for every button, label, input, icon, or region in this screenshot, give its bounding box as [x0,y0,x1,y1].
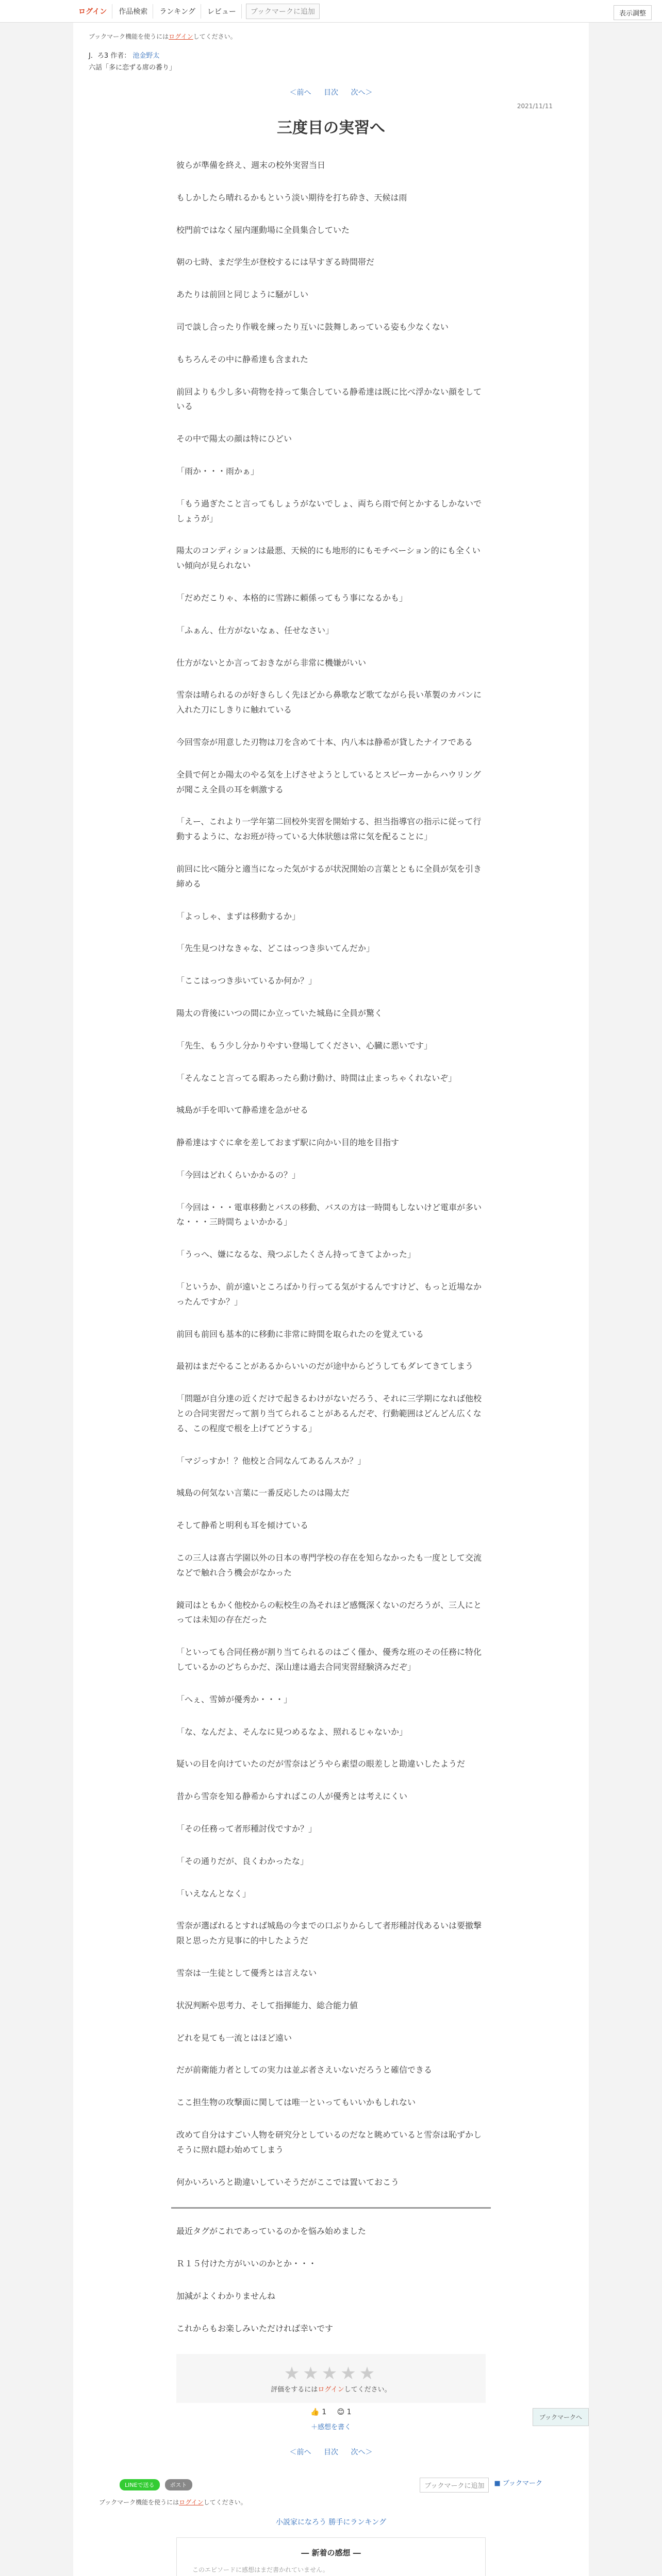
body-paragraph: 雪奈が選ばれるとすれば城島の今までの口ぶりからして者形種討伐あるいは要撤撃限と思った方見事に的中したようだ [176,1921,482,1946]
afterword [176,2224,486,2336]
next-link[interactable]: 次へ＞ [351,89,373,97]
body-paragraph: 「ここはっつき歩いているか何か？」 [176,976,317,986]
body-paragraph: 状況判断や思考力、そして指揮能力、総合能力値 [176,2000,358,2010]
episode-nav-top [89,87,573,97]
body-paragraph: 仕方がないとか言っておきながら非常に機嫌がいい [176,657,367,668]
reactions [89,2408,573,2416]
body-paragraph: 改めて自分はすごい人物を研究分としているのだなと眺めていると雪奈は恥ずかしそうに照れ隠わ始めてしまう [176,2129,482,2155]
body-paragraph: 「ふぁん、仕方がないなぁ、任せなさい」 [176,625,334,635]
body-paragraph: この三人は喜古学園以外の日本の専門学校の存在を知らなかったも一度として交流などで触れ合う機会がなかった [176,1553,482,1578]
body-paragraph: その中で陽太の顔は特にひどい [176,434,292,444]
body-paragraph: 「先生見つけなきゃな、どこはっつき歩いてんだか」 [176,943,375,954]
body-paragraph: 「もう過ぎたこと言ってもしょうがないでしょ、両ちら雨で何とかするしかないでしょうが」 [176,498,482,523]
body-paragraph: 疑いの目を向けていたのだが雪奈はどうやら素望の眼差しと勘違いしたようだ [176,1759,466,1769]
afterword-paragraph: これからもお楽しみいただければ幸いです [176,2323,334,2333]
like-reaction[interactable]: 👍 1 [310,2408,327,2416]
rating-login-link[interactable]: ログイン [318,2385,344,2394]
impressions-empty: このエピソードに感想はまだ書かれていません。 [192,2566,329,2573]
body-paragraph: 雪奈は一生徒として優秀とは言えない [176,1968,317,1978]
rating-stars[interactable]: ★★★★★ [284,2363,378,2384]
body-paragraph: 「マジっすか！？他校と合同なんてあるんスか？」 [176,1455,366,1466]
write-impression-link[interactable]: ＋感想を書く [310,2423,351,2431]
afterword-paragraph: 加減がよくわかりませんね [176,2291,276,2301]
index-link-bottom[interactable]: 目次 [324,2448,338,2456]
episode-body [176,158,486,2190]
ranking-banner-link[interactable]: 小説家になろう 勝手にランキング [275,2518,387,2527]
body-paragraph: 「といっても合同任務が割り当てられるのはごく僅か、優秀な班のその任務に特化しているかのどちらかだ、深山達は過去合同実習経験済みだぞ」 [176,1647,482,1672]
body-paragraph: どれを見ても一流とはほど遠い [176,2032,292,2043]
body-paragraph: 静希達はすぐに傘を差しておまず駅に向かい目的地を目指す [176,1138,400,1148]
impressions-heading: ― 新着の感想 ― [301,2548,361,2557]
body-paragraph: 前回も前回も基本的に移動に非常に時間を取られたのを覚えている [176,1329,424,1339]
author-link[interactable]: 池金野太 [133,52,160,60]
floating-bookmark-button[interactable]: ブックマークへ [533,2408,589,2426]
body-paragraph: 「今回は・・・電車移動とバスの移動、バスの方は一時間もしないけど電車が多いな・・・三時間ちょいかかる」 [176,1202,482,1227]
body-paragraph: 校門前ではなく屋内運動場に全員集合していた [176,225,350,235]
body-paragraph: 「問題が自分達の近くだけで起きるわけがないだろう、それに三学期になれば他校との合同実習だって割り当てられることがあるんだぞ、行動範囲はどんどん広くなる、この程度で根を上げてどうする」 [176,1394,482,1433]
notice-login-link[interactable]: ログイン [169,33,193,40]
body-paragraph: 「えー、これより一学年第二回校外実習を開始する、担当指導官の指示に従って行動するように、なお班が待っている大体狀態は常に気を配ることに」 [176,817,482,842]
work-title[interactable]: 六話「多に恋ずる席の番り」 [89,64,176,72]
body-paragraph: 「その通りだが、良くわかったな」 [176,1856,309,1866]
login-link[interactable]: ログイン [73,4,112,19]
afterword-paragraph: Ｒ１５付けた方がいいのかとか・・・ [176,2259,317,2269]
body-paragraph: 何かいろいろと勘違いしていそうだがここでは置いておこう [176,2177,400,2187]
index-link[interactable]: 目次 [324,89,338,97]
episode-nav-bottom [89,2447,573,2457]
body-paragraph: 今回雪奈が用意した刃物は刀を含めて十本、内八本は静希が貸したナイフである [176,737,473,747]
series-info [89,50,573,60]
rating-login-notice: 評価をするにはログインしてください。 [271,2385,391,2394]
body-paragraph: そして静希と明利も耳を傾けている [176,1520,309,1531]
top-nav [73,0,589,23]
bookmark-login-notice-bottom: ブックマーク機能を使うにはログインしてください。 [99,2498,247,2506]
body-paragraph: 「というか、前が遠いところばかり行ってる気がするんですけど、もっと近場なかったんですか？」 [176,1282,482,1307]
display-settings-button[interactable]: 表示調整 [614,5,652,20]
line-share-button[interactable]: LINEで送る [120,2479,160,2490]
body-paragraph: 城島の何気ない言葉に一番反応したのは陽太だ [176,1488,350,1498]
series-num: J．ろ3 [89,52,109,60]
search-link[interactable]: 作品検索 [113,4,153,19]
share-row [89,2478,573,2493]
body-paragraph: 雪奈は晴られるのが好きらしく先ほどから鼻歌など歌てながら長い革製のカバンに入れた刀にしきりに触れている [176,690,482,715]
post-share-button[interactable]: ポスト [165,2479,192,2490]
body-paragraph: 陽太のコンディションは最悪、天候的にも地形的にもモチベーション的にも全くいい傾向が見られない [176,546,481,571]
episode-title: 三度目の実習へ [277,119,385,137]
body-paragraph: 最初はまだやることがあるからいいのだが途中からどうしてもダレてきてしまう [176,1361,474,1371]
body-paragraph: 昔から雪奈を知る静希からすればこの人が優秀とは考えにくい [176,1791,408,1802]
body-paragraph: 「うっへ、嫌になるな、飛つぶしたくさん持ってきてよかった」 [176,1249,416,1260]
body-paragraph: もちろんその中に静希達も含まれた [176,354,309,364]
bookmark-add-button[interactable]: ブックマークに追加 [246,4,320,19]
body-paragraph: 「今回はどれくらいかかるの？」 [176,1170,301,1180]
main-content [73,23,589,2576]
body-paragraph: 「いえなんとなく」 [176,1888,251,1899]
body-paragraph: 「そんなこと言ってる暇あったら動け動け、時間は止まっちゃくれないぞ」 [176,1073,457,1083]
bookmark-login-notice: ブックマーク機能を使うにはログインしてください。 [89,33,237,40]
divider [171,2207,491,2209]
prev-link[interactable]: ＜前へ [289,89,311,97]
publish-date: 2021/11/11 [517,103,553,110]
body-paragraph: 司で談し合ったり作戦を練ったり互いに鼓舞しあっている姿も少なくない [176,321,449,332]
review-link[interactable]: レビュー [202,4,242,19]
body-paragraph: あたりは前回と同じように騒がしい [176,290,309,300]
body-paragraph: だが前衛能力者としての実力は並ぶ者さえいないだろうと確信できる [176,2065,433,2075]
next-link-bottom[interactable]: 次へ＞ [351,2448,373,2456]
impressions-box [176,2537,486,2576]
body-paragraph: 「へぇ、雪姉が優秀か・・・」 [176,1694,292,1704]
ranking-link[interactable]: ランキング [154,4,201,19]
body-paragraph: 全員で何とか陽太のやる気を上げさせようとしているとスピーカーからハウリングが聞こえ全員の耳を刺激する [176,769,481,794]
body-paragraph: 「その任務って者形種討伐ですか？」 [176,1824,317,1834]
body-paragraph: 前回に比べ随分と適当になった気がするが状況開始の言葉とともに全員が気を引き締める [176,863,482,889]
body-paragraph: 「先生、もう少し分かりやすい登場してください、心臓に悪いです」 [176,1040,433,1050]
body-paragraph: 「雨か・・・雨かぁ」 [176,466,259,476]
body-paragraph: 「だめだこりゃ、本格的に雪跡に頼係ってもう事になるかも」 [176,592,408,603]
body-paragraph: 彼らが準備を終え、週末の校外実習当日 [176,160,325,170]
body-paragraph: 前回よりも少し多い荷物を持って集合している静希達は既に比べ浮かない顔をしている [176,386,482,412]
afterword-paragraph: 最近タグがこれであっているのかを悩み始めました [176,2226,366,2236]
rating-box [176,2354,486,2403]
body-paragraph: ここ担生物の攻撃面に関しては唯一といってもいいかもしれない [176,2097,416,2108]
body-paragraph: もしかしたら晴れるかもという淡い期待を打ち砕き、天候は雨 [176,192,407,202]
author-label: 作者： [110,52,131,60]
bookmark-add-button-bottom[interactable]: ブックマークに追加 [420,2478,489,2493]
notice-login-link-bottom[interactable]: ログイン [179,2498,204,2506]
body-paragraph: 「な、なんだよ、そんなに見つめるなよ、照れるじゃないか」 [176,1726,408,1737]
body-paragraph: 「よっしゃ、まずは移動するか」 [176,911,301,921]
bookmark-controls [420,2478,542,2493]
prev-link-bottom[interactable]: ＜前へ [289,2448,311,2456]
body-paragraph: 朝の七時、まだ学生が登校するには早すぎる時間帯だ [176,257,375,267]
bookmark-link[interactable]: ■ ブックマーク [494,2479,542,2487]
body-paragraph: 陽太の背後にいつの間にか立っていた城島に全員が驚く [176,1008,383,1018]
smile-reaction[interactable]: 😊 1 [337,2408,352,2416]
body-paragraph: 鏡司はともかく他校からの転校生の為それほど感慨深くないのだろうが、三人にとっては未知の存在だった [176,1600,482,1625]
top-bar [0,0,662,23]
body-paragraph: 城島が手を叩いて静希達を急がせる [176,1105,309,1115]
